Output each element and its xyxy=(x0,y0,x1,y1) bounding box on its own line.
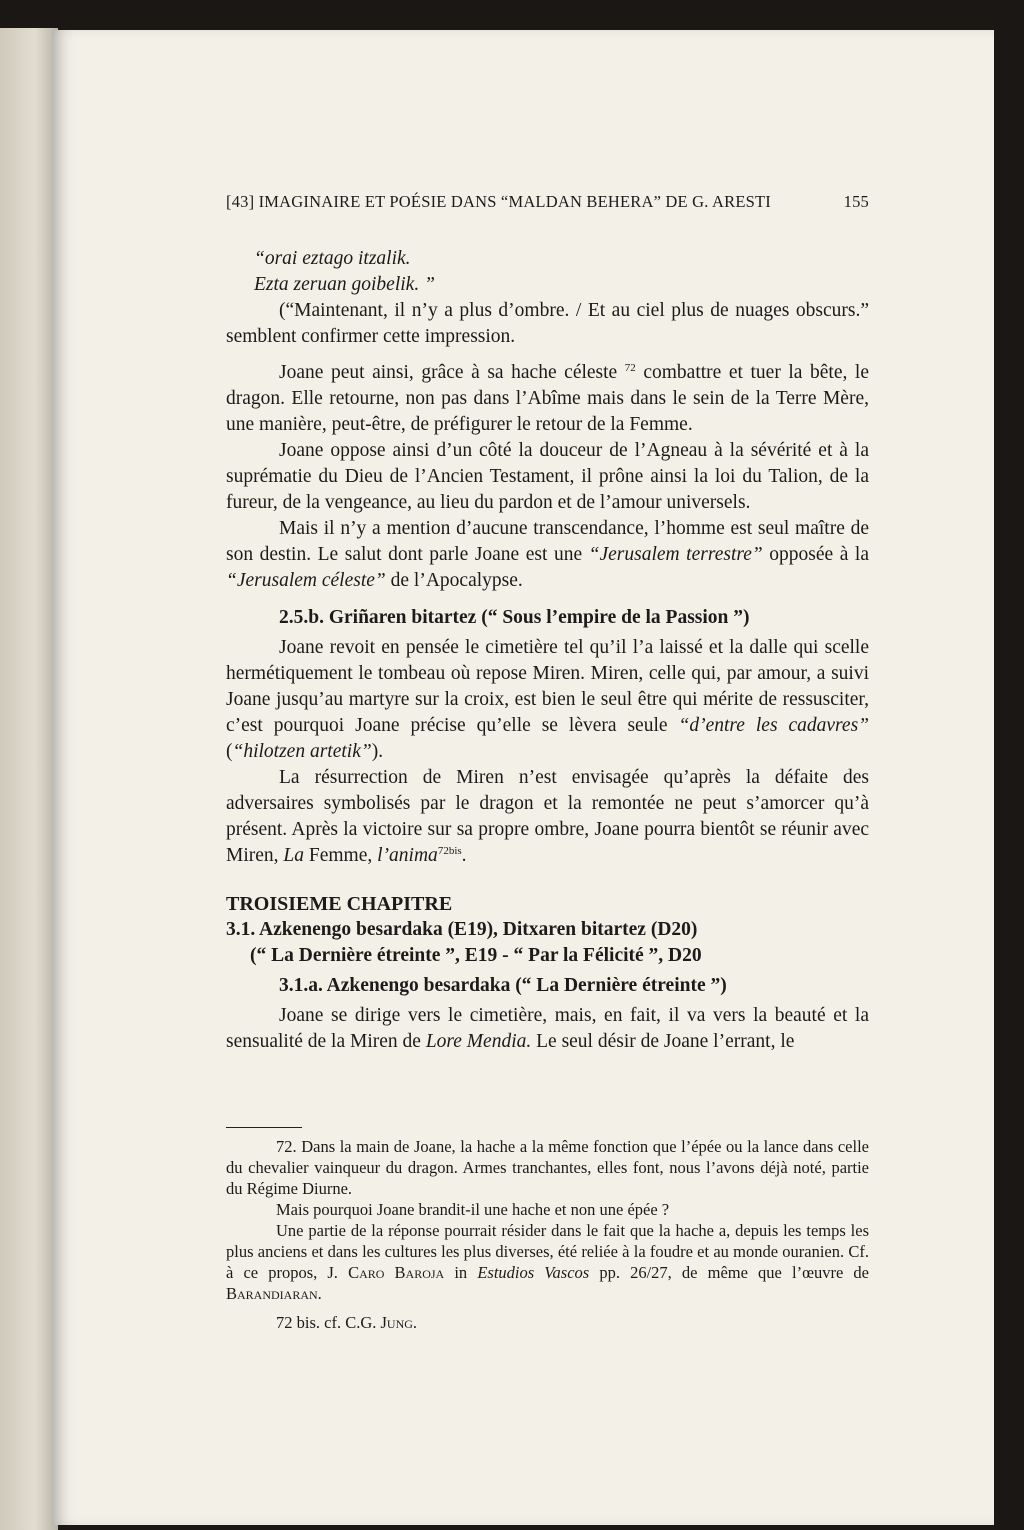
paragraph: Mais il n’y a mention d’aucune transcendance, l’homme est seul maître de son destin. Le salut dont parle Joane est une “Jerusalem terrestre” opposée à la “Jerusalem céleste” de l’Apocalypse. xyxy=(226,518,869,591)
verse-line: “orai eztago itzalik. xyxy=(254,248,411,269)
subsection-heading: 3.1.a. Azkenengo besardaka (“ La Dernière étreinte ”) xyxy=(279,975,727,996)
paragraph: La résurrection de Miren n’est envisagée qu’après la défaite des adversaires symbolisés par le dragon et la remontée ne peut s’amorcer qu’à présent. Après la victoire sur sa propre ombre, Joane pourra bientôt se réunir avec Miren, La Femme, l’anima$^{72bis}$. xyxy=(226,767,869,866)
paragraph: (“Maintenant, il n’y a plus d’ombre. / Et au ciel plus de nuages obscurs.” semblent confirmer cette impression. xyxy=(226,300,869,347)
footnotes xyxy=(226,1136,869,1333)
section-heading: 2.5.b. Griñaren bitartez (“ Sous l’empire de la Passion ”) xyxy=(279,607,750,628)
page-number: 155 xyxy=(843,192,869,211)
paragraph: Joane oppose ainsi d’un côté la douceur de l’Agneau à la sévérité et à la suprématie du Dieu de l’Ancien Testament, il prône ainsi la loi du Talion, de la fureur, de la vengeance, au lieu du pardon et de l’amour universels. xyxy=(226,440,869,513)
running-head-title: [43] IMAGINAIRE ET POÉSIE DANS “MALDAN BEHERA” DE G. ARESTI xyxy=(226,192,771,211)
footnote-72bis: 72 bis. cf. C.G. Jung. xyxy=(276,1313,418,1332)
footnote-rule xyxy=(226,1127,302,1128)
paragraph: Joane revoit en pensée le cimetière tel qu’il l’a laissé et la dalle qui scelle hermétiquement le tombeau où repose Miren. Miren, celle qui, par amour, a suivi Joane jusqu’au martyre sur la croix, est bien le seul être qui mérite de ressusciter, c’est pourquoi Joane précise qu’elle se lèvera seule “d’entre les cadavres” (“hilotzen artetik”). xyxy=(226,637,870,762)
section-heading: 3.1. Azkenengo besardaka (E19), Ditxaren bitartez (D20) xyxy=(226,919,698,940)
paragraph: Joane peut ainsi, grâce à sa hache céleste $^{72}$ combattre et tuer la bête, le dragon. Elle retourne, non pas dans l’Abîme mais dans le sein de la Terre Mère, une manière, peut-être, de préfigurer le retour de la Femme. xyxy=(226,362,869,435)
running-head xyxy=(226,192,869,212)
paragraph: Joane se dirige vers le cimetière, mais, en fait, il va vers la beauté et la sensualité de la Miren de Lore Mendia. Le seul désir de Joane l’errant, le xyxy=(226,1005,869,1052)
section-heading-subtitle: (“ La Dernière étreinte ”, E19 - “ Par la Félicité ”, D20 xyxy=(250,945,702,966)
footnote-ref: 72bis xyxy=(437,845,462,857)
book-page xyxy=(52,30,994,1525)
footnote-text: Mais pourquoi Joane brandit-il une hache et non une épée ? xyxy=(276,1200,670,1219)
body-text xyxy=(226,246,869,1055)
footnote-text: Une partie de la réponse pourrait résider dans le fait que la hache a, depuis les temps les plus anciens et dans les cultures les plus diverses, été reliée à la foudre et au monde ouranien. Cf. à ce propos, J. Caro Baroja in Estudios Vascos pp. 26/27, de même que l’œuvre de Barandiaran. xyxy=(226,1221,870,1303)
verse-line: Ezta zeruan goibelik. ” xyxy=(254,274,435,295)
facing-page-edge xyxy=(0,28,58,1530)
footnote-72: 72. Dans la main de Joane, la hache a la même fonction que l’épée ou la lance dans celle du chevalier vainqueur du dragon. Armes tranchantes, elles font, nous l’avons déjà noté, partie du Régime Diurne. xyxy=(226,1137,869,1198)
footnote-ref: 72 xyxy=(624,362,636,374)
chapter-heading: TROISIEME CHAPITRE xyxy=(226,893,453,915)
